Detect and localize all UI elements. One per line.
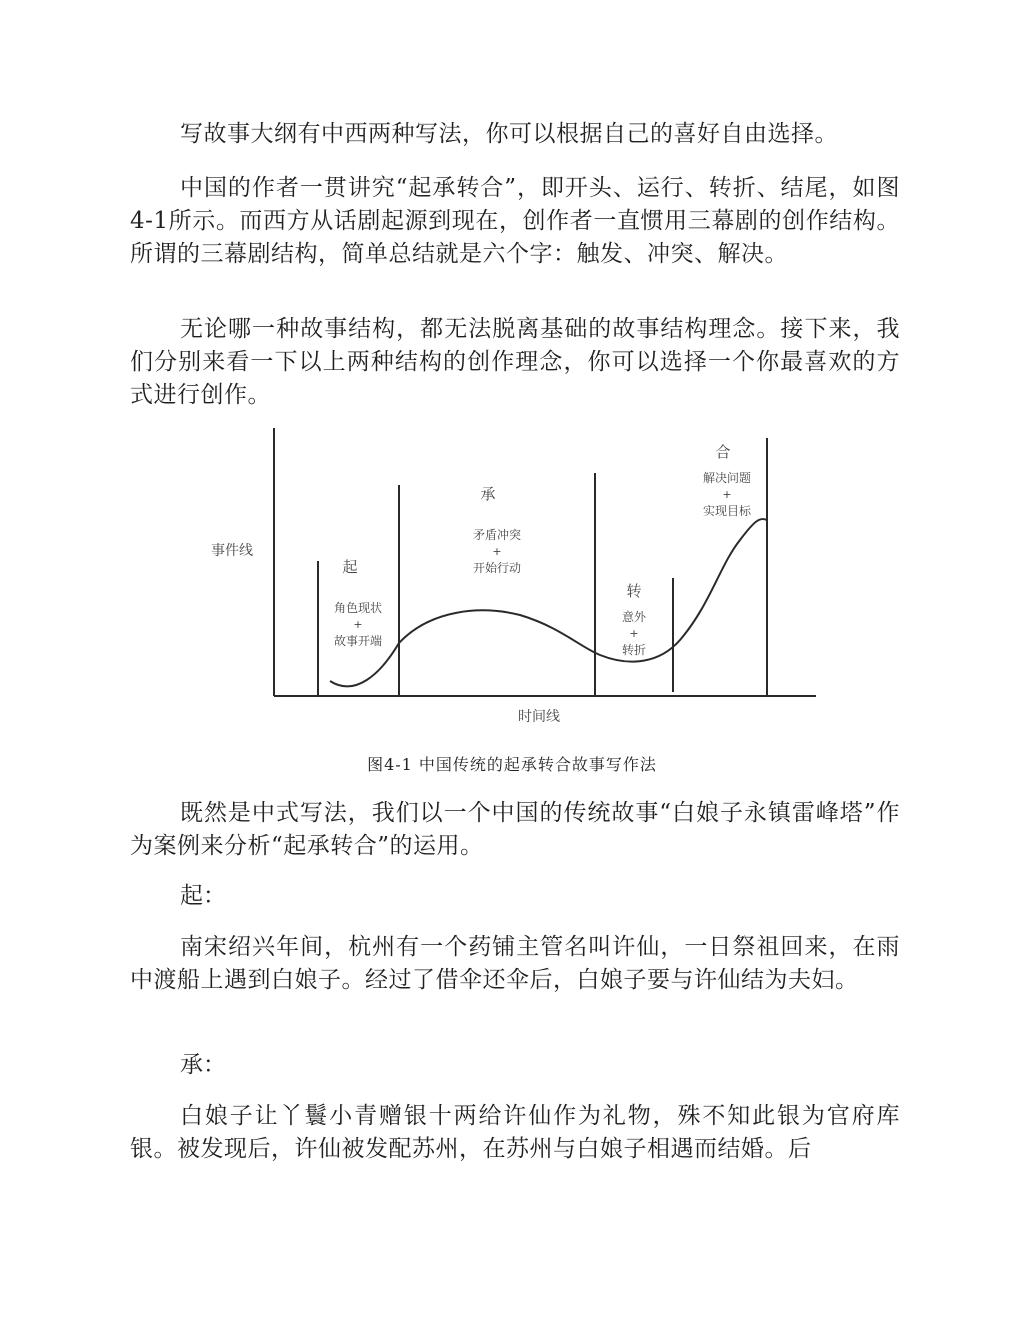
paragraph-cheng-content: 白娘子让丫鬟小青赠银十两给许仙作为礼物，殊不知此银为官府库银。被发现后，许仙被发配苏州，在苏州与白娘子相遇而结婚。后: [130, 1103, 900, 1162]
paragraph-intro: 写故事大纲有中西两种写法，你可以根据自己的喜好自由选择。: [180, 121, 838, 147]
stage-qi-plus: +: [353, 618, 363, 631]
story-structure-figure: [200, 425, 830, 735]
figure-caption: 图4-1 中国传统的起承转合故事写作法: [367, 755, 657, 774]
stage-zhuan-line2: 转折: [621, 643, 647, 657]
stage-qi-line2: 故事开端: [333, 634, 383, 648]
stage-he-line2: 实现目标: [702, 504, 752, 518]
stage-cheng-title: 承: [480, 485, 496, 503]
paragraph-case-study: 既然是中式写法，我们以一个中国的传统故事“白娘子永镇雷峰塔”作为案例来分析“起承转合”的运用。: [130, 800, 900, 859]
stage-he-title: 合: [715, 443, 731, 461]
stage-cheng-line2: 开始行动: [472, 561, 522, 575]
section-heading-qi: 起：: [180, 883, 226, 909]
paragraph-qi-content: 南宋绍兴年间，杭州有一个药铺主管名叫许仙，一日祭祖回来，在雨中渡船上遇到白娘子。经过了借伞还伞后，白娘子要与许仙结为夫妇。: [130, 934, 900, 993]
stage-zhuan-title: 转: [626, 582, 642, 600]
y-axis-label: 事件线: [211, 543, 253, 559]
stage-qi-title: 起: [342, 558, 358, 576]
paragraph-qichengzhuanhe: 中国的作者一贯讲究“起承转合”，即开头、运行、转折、结尾，如图4-1所示。而西方从话剧起源到现在，创作者一直惯用三幕剧的创作结构。所谓的三幕剧结构，简单总结就是六个字：触发、冲突、解决。: [130, 175, 900, 267]
stage-cheng-line1: 矛盾冲突: [472, 528, 522, 542]
stage-cheng-plus: +: [492, 545, 502, 558]
stage-zhuan-plus: +: [629, 627, 639, 640]
stage-zhuan-line1: 意外: [621, 610, 647, 624]
event-curve: [330, 519, 767, 686]
stage-he-plus: +: [722, 488, 732, 501]
x-axis-label: 时间线: [518, 709, 560, 725]
section-heading-cheng: 承：: [180, 1052, 226, 1078]
story-structure-diagram: [200, 425, 830, 735]
stage-he-line1: 解决问题: [702, 471, 752, 485]
stage-qi-line1: 角色现状: [333, 601, 383, 615]
paragraph-structure: 无论哪一种故事结构，都无法脱离基础的故事结构理念。接下来，我们分别来看一下以上两种结构的创作理念，你可以选择一个你最喜欢的方式进行创作。: [130, 316, 900, 408]
